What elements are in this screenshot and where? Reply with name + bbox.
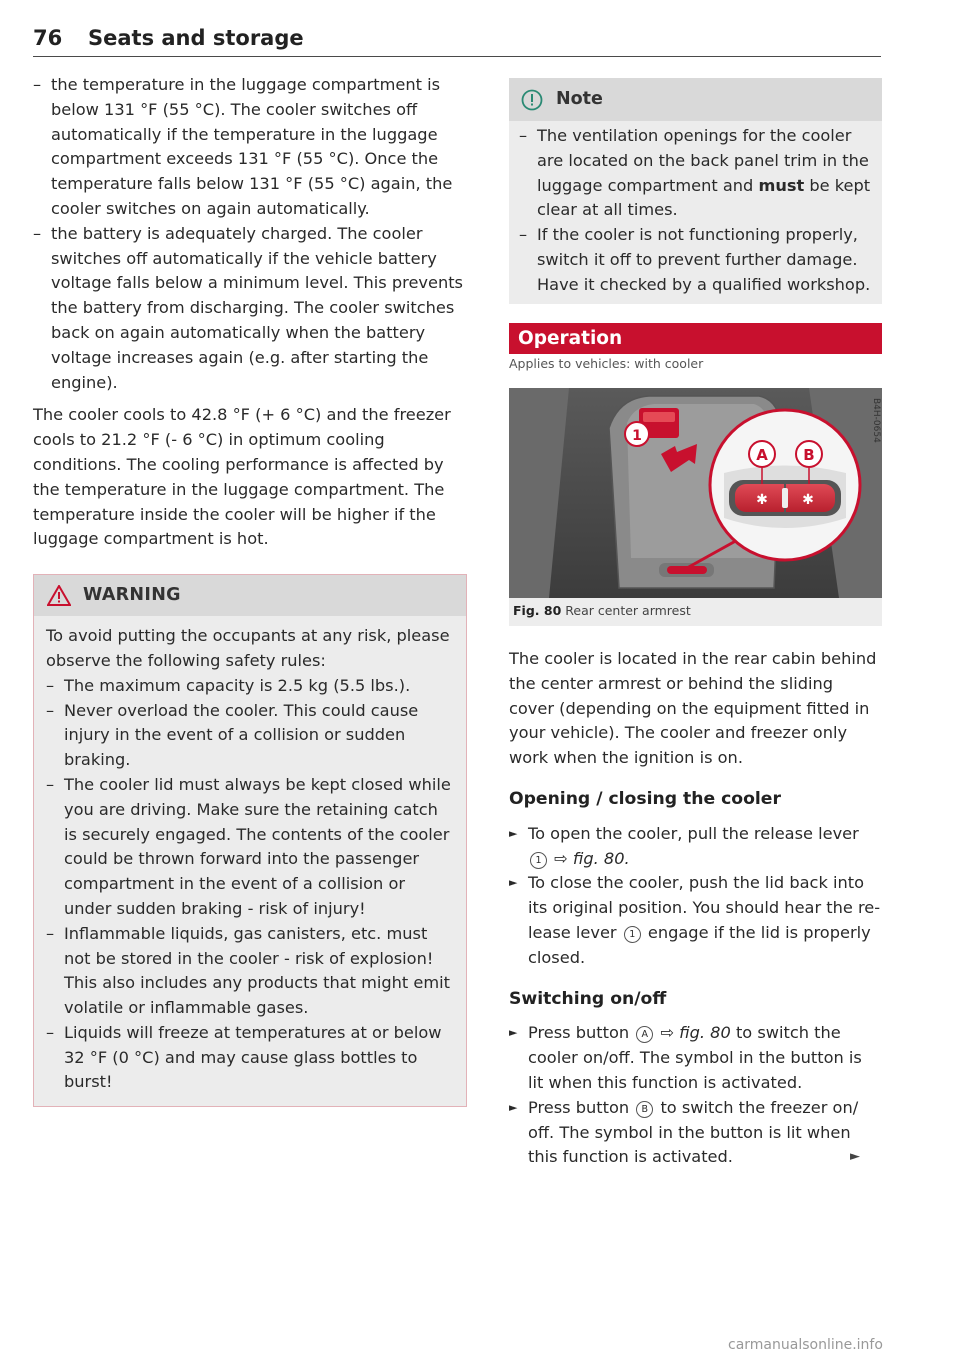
figure-caption-text: Rear center armrest [565, 603, 691, 618]
warning-body [34, 616, 466, 1106]
section-title: Seats and storage [88, 26, 304, 50]
list-item: – If the cooler is not functioning properly, switch it off to prevent further damage. Have it checked by a qualified workshop. [519, 223, 872, 297]
warning-title: WARNING [83, 585, 181, 606]
condition-list [33, 73, 463, 395]
armrest-illustration [509, 388, 882, 598]
list-item: – the temperature in the luggage compartment is below 131 °F (55 °C). The cooler switches off automatically if the temperature in the luggage compartment exceeds 131 °F (55 °C). Once the temperature falls below 131 °F (55 °C) again, the cooler switches on again automatically. [33, 73, 463, 222]
callout-a: A [756, 446, 768, 464]
callout-1: 1 [632, 428, 642, 444]
list-item: – Inflammable liquids, gas canisters, etc. must not be stored in the cooler - risk of explosion! This also includes any products that might emit volatile or inflammable gases. [46, 922, 454, 1021]
note-list [519, 124, 872, 298]
callout-a-ref: A [636, 1026, 653, 1043]
note-header [509, 78, 882, 121]
warning-header [34, 575, 466, 616]
warning-triangle-icon [47, 585, 71, 606]
callout-1-ref: 1 [624, 926, 641, 943]
subheading-opening-closing: Opening / closing the cooler [509, 788, 781, 809]
open-close-steps [509, 822, 882, 971]
note-body [509, 121, 882, 304]
list-item: – The cooler lid must always be kept closed while you are driving. Make sure the retaining catch is securely engaged. The contents of the cooler could be thrown forward into the passenger compartment in the event of a collision or under sudden braking - risk of injury! [46, 773, 454, 922]
list-item: – Never overload the cooler. This could cause injury in the event of a collision or sudden braking. [46, 699, 454, 773]
figure-code: B4H-0654 [871, 398, 881, 443]
switching-steps [509, 1021, 882, 1170]
callout-b-ref: B [636, 1101, 653, 1118]
callout-b: B [803, 446, 815, 464]
list-item: ► To open the cooler, pull the release lever 1 ⇨ fig. 80. [509, 822, 882, 872]
cooler-location-paragraph: The cooler is located in the rear cabin behind the center armrest or behind the sliding cover (depending on the equipment fitted in your vehicle). The cooler and freezer only work when the ignition is on. [509, 649, 877, 768]
info-circle-icon [521, 89, 543, 111]
callout-1-ref: 1 [530, 852, 547, 869]
note-box [509, 78, 882, 304]
list-item: ► Press button B to switch the freezer on/ off. The symbol in the button is lit when this function is activated. [509, 1096, 882, 1170]
note-title: Note [556, 89, 603, 110]
list-item: – Liquids will freeze at temperatures at or below 32 °F (0 °C) and may cause glass bottles to burst! [46, 1021, 454, 1095]
right-column-top [509, 78, 882, 304]
subheading-switching: Switching on/off [509, 988, 667, 1009]
applies-to: Applies to vehicles: with cooler [509, 356, 704, 371]
emphasis-must: must [758, 175, 805, 195]
svg-text:✱: ✱ [756, 492, 768, 508]
page-number: 76 [33, 26, 63, 50]
list-item: – the battery is adequately charged. The cooler switches off automatically if the vehicle battery voltage falls below a minimum level. This prevents the battery from discharging. The cooler switches back on again automatically when the battery voltage increases again (e.g. after starting the engine). [33, 222, 463, 396]
figure-80 [509, 388, 882, 626]
left-column [33, 73, 463, 1107]
list-item: ► To close the cooler, push the lid back into its original position. You should hear the release lever 1 engage if the lid is properly closed. [509, 871, 882, 970]
page-header [33, 26, 881, 57]
svg-text:✱: ✱ [802, 492, 814, 508]
figure-label: Fig. 80 [513, 603, 562, 618]
figure-reference: ⇨ fig. 80. [554, 848, 630, 868]
figure-reference: ⇨ fig. 80 [660, 1023, 731, 1043]
list-item: ► Press button A ⇨ fig. 80 to switch the cooler on/off. The symbol in the button is lit when this function is activated. [509, 1021, 882, 1095]
list-item: – The ventilation openings for the cooler are located on the back panel trim in the luggage compartment and must be kept clear at all times. [519, 124, 872, 223]
footer-watermark: carmanualsonline.info [728, 1337, 883, 1353]
figure-caption [513, 603, 691, 618]
warning-box [33, 574, 467, 1107]
cooling-paragraph: The cooler cools to 42.8 °F (+ 6 °C) and the freezer cools to 21.2 °F (- 6 °C) in optimum cooling conditions. The cooling performance is affected by the temperature in the luggage compartment. The temperature inside the cooler will be higher if the luggage compartment is hot. [33, 405, 451, 549]
warning-list [46, 674, 454, 1096]
continued-arrow-icon: ► [850, 1149, 860, 1164]
operation-body [509, 647, 882, 1170]
list-item: – The maximum capacity is 2.5 kg (5.5 lbs.). [46, 674, 454, 699]
operation-section-header: Operation [509, 323, 882, 354]
warning-intro: To avoid putting the occupants at any risk, please observe the following safety rules: [46, 626, 450, 670]
